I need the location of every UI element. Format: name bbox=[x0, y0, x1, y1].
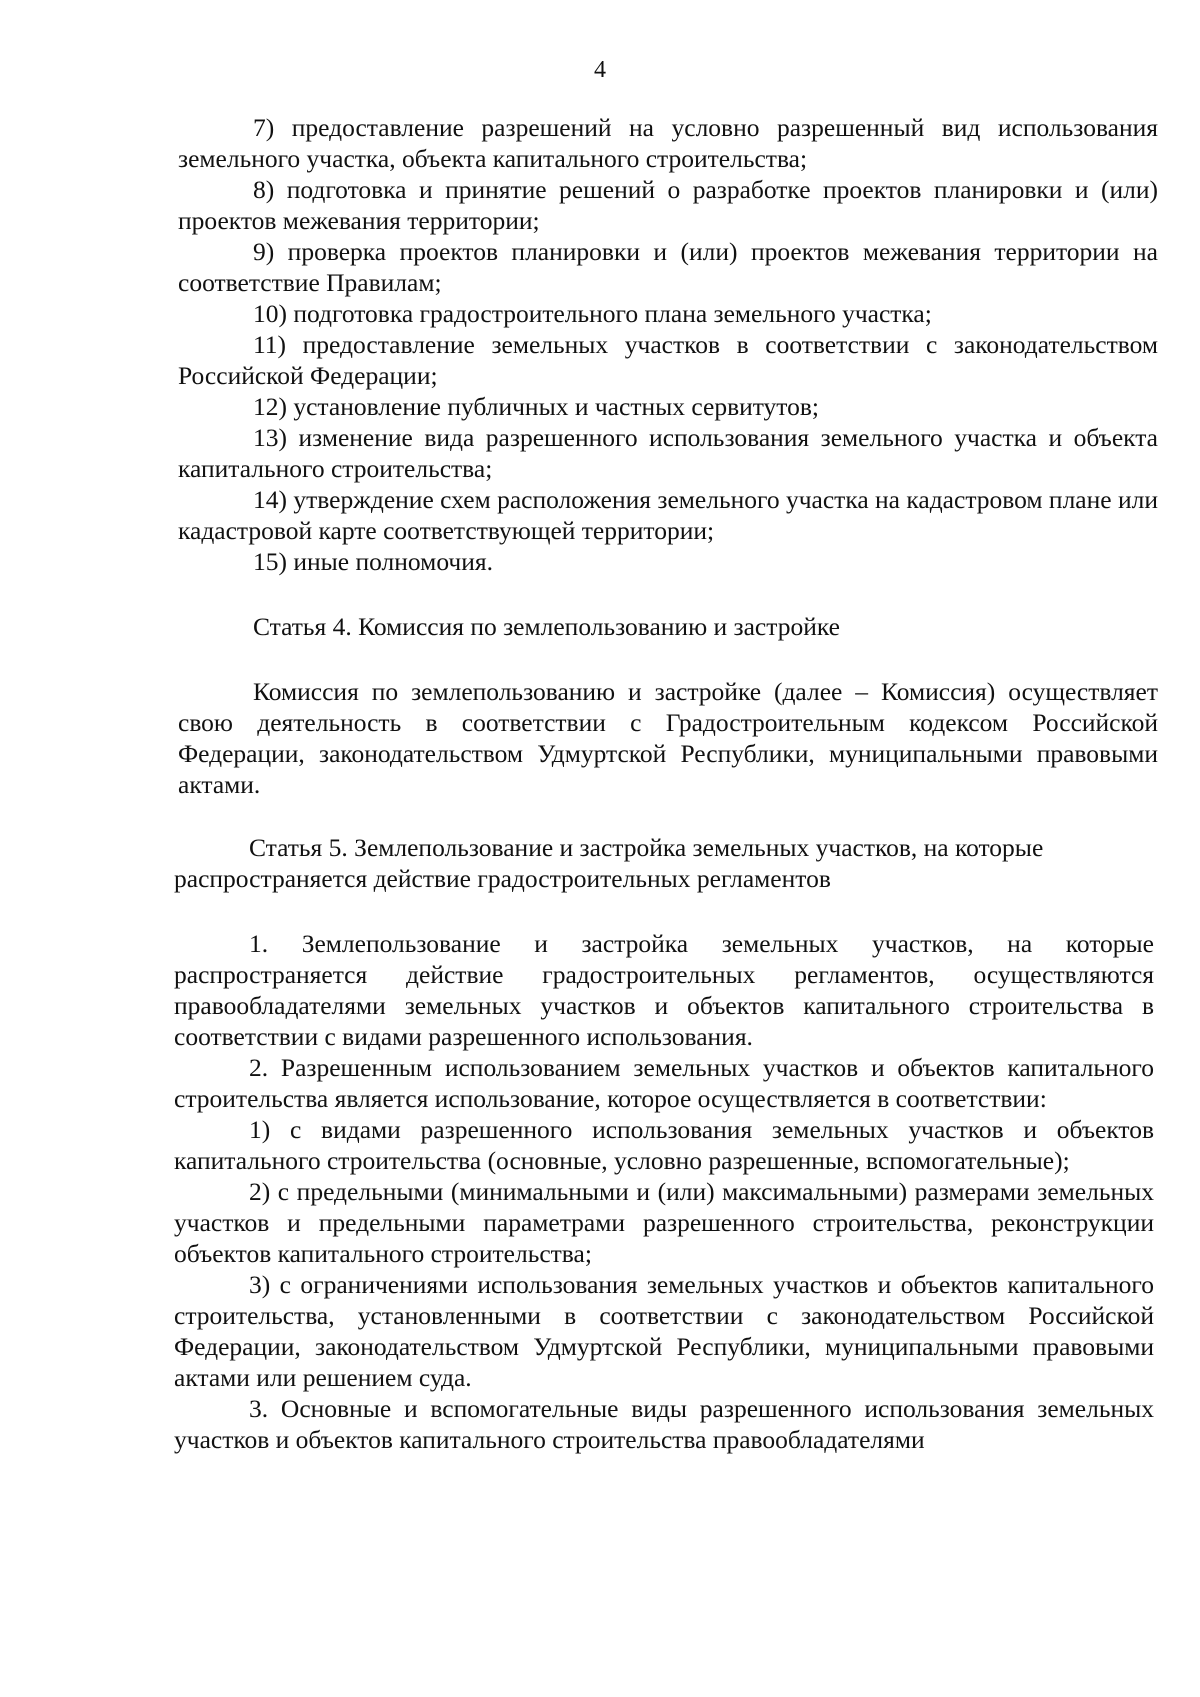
list-item: 13) изменение вида разрешенного использования земельного участка и объекта капитального строительства; bbox=[178, 423, 1158, 483]
powers-list bbox=[178, 112, 1158, 800]
article-5-paragraph: 3) с ограничениями использования земельных участков и объектов капитального строительства, установленными в соответствии с законодательством Российской Федерации, законодательством Удмуртской Республики, муниципальными правовыми актами или решением суда. bbox=[174, 1270, 1154, 1392]
article-4-text: Комиссия по землепользованию и застройке (далее – Комиссия) осуществляет свою деятельность в соответствии с Градостроительным кодексом Российской Федерации, законодательством Удмуртской Республики, муниципальными правовыми актами. bbox=[178, 677, 1158, 799]
list-item: 9) проверка проектов планировки и (или) проектов межевания территории на соответствие Правилам; bbox=[178, 237, 1158, 297]
page-number: 4 bbox=[594, 57, 606, 83]
list-item: 11) предоставление земельных участков в соответствии с законодательством Российской Федерации; bbox=[178, 330, 1158, 390]
list-item: 12) установление публичных и частных сервитутов; bbox=[253, 392, 819, 421]
list-item: 10) подготовка градостроительного плана земельного участка; bbox=[253, 299, 932, 328]
article-5-paragraph: 1) с видами разрешенного использования земельных участков и объектов капитального строительства (основные, условно разрешенные, вспомогательные); bbox=[174, 1115, 1154, 1175]
article-5-paragraph: 2) с предельными (минимальными и (или) максимальными) размерами земельных участков и предельными параметрами разрешенного строительства, реконструкции объектов капитального строительства; bbox=[174, 1177, 1154, 1268]
list-item: 15) иные полномочия. bbox=[253, 547, 493, 576]
article-5-paragraph: 1. Землепользование и застройка земельных участков, на которые распространяется действие градостроительных регламентов, осуществляются правообладателями земельных участков и объектов капитального строительства в соответствии с видами разрешенного использования. bbox=[174, 929, 1154, 1051]
article-5-section bbox=[174, 832, 1154, 1455]
article-5-paragraph: 3. Основные и вспомогательные виды разрешенного использования земельных участков и объектов капитального строительства правообладателями bbox=[174, 1394, 1154, 1454]
article-5-paragraph: 2. Разрешенным использованием земельных участков и объектов капитального строительства является использование, которое осуществляется в соответствии: bbox=[174, 1053, 1154, 1113]
list-item: 8) подготовка и принятие решений о разработке проектов планировки и (или) проектов межевания территории; bbox=[178, 175, 1158, 235]
list-item: 14) утверждение схем расположения земельного участка на кадастровом плане или кадастровой карте соответствующей территории; bbox=[178, 485, 1158, 545]
list-item: 7) предоставление разрешений на условно разрешенный вид использования земельного участка, объекта капитального строительства; bbox=[178, 113, 1158, 173]
article-4-heading: Статья 4. Комиссия по землепользованию и застройке bbox=[253, 612, 840, 641]
article-5-heading: Статья 5. Землепользование и застройка земельных участков, на которые распространяется действие градостроительных регламентов bbox=[174, 833, 1044, 893]
